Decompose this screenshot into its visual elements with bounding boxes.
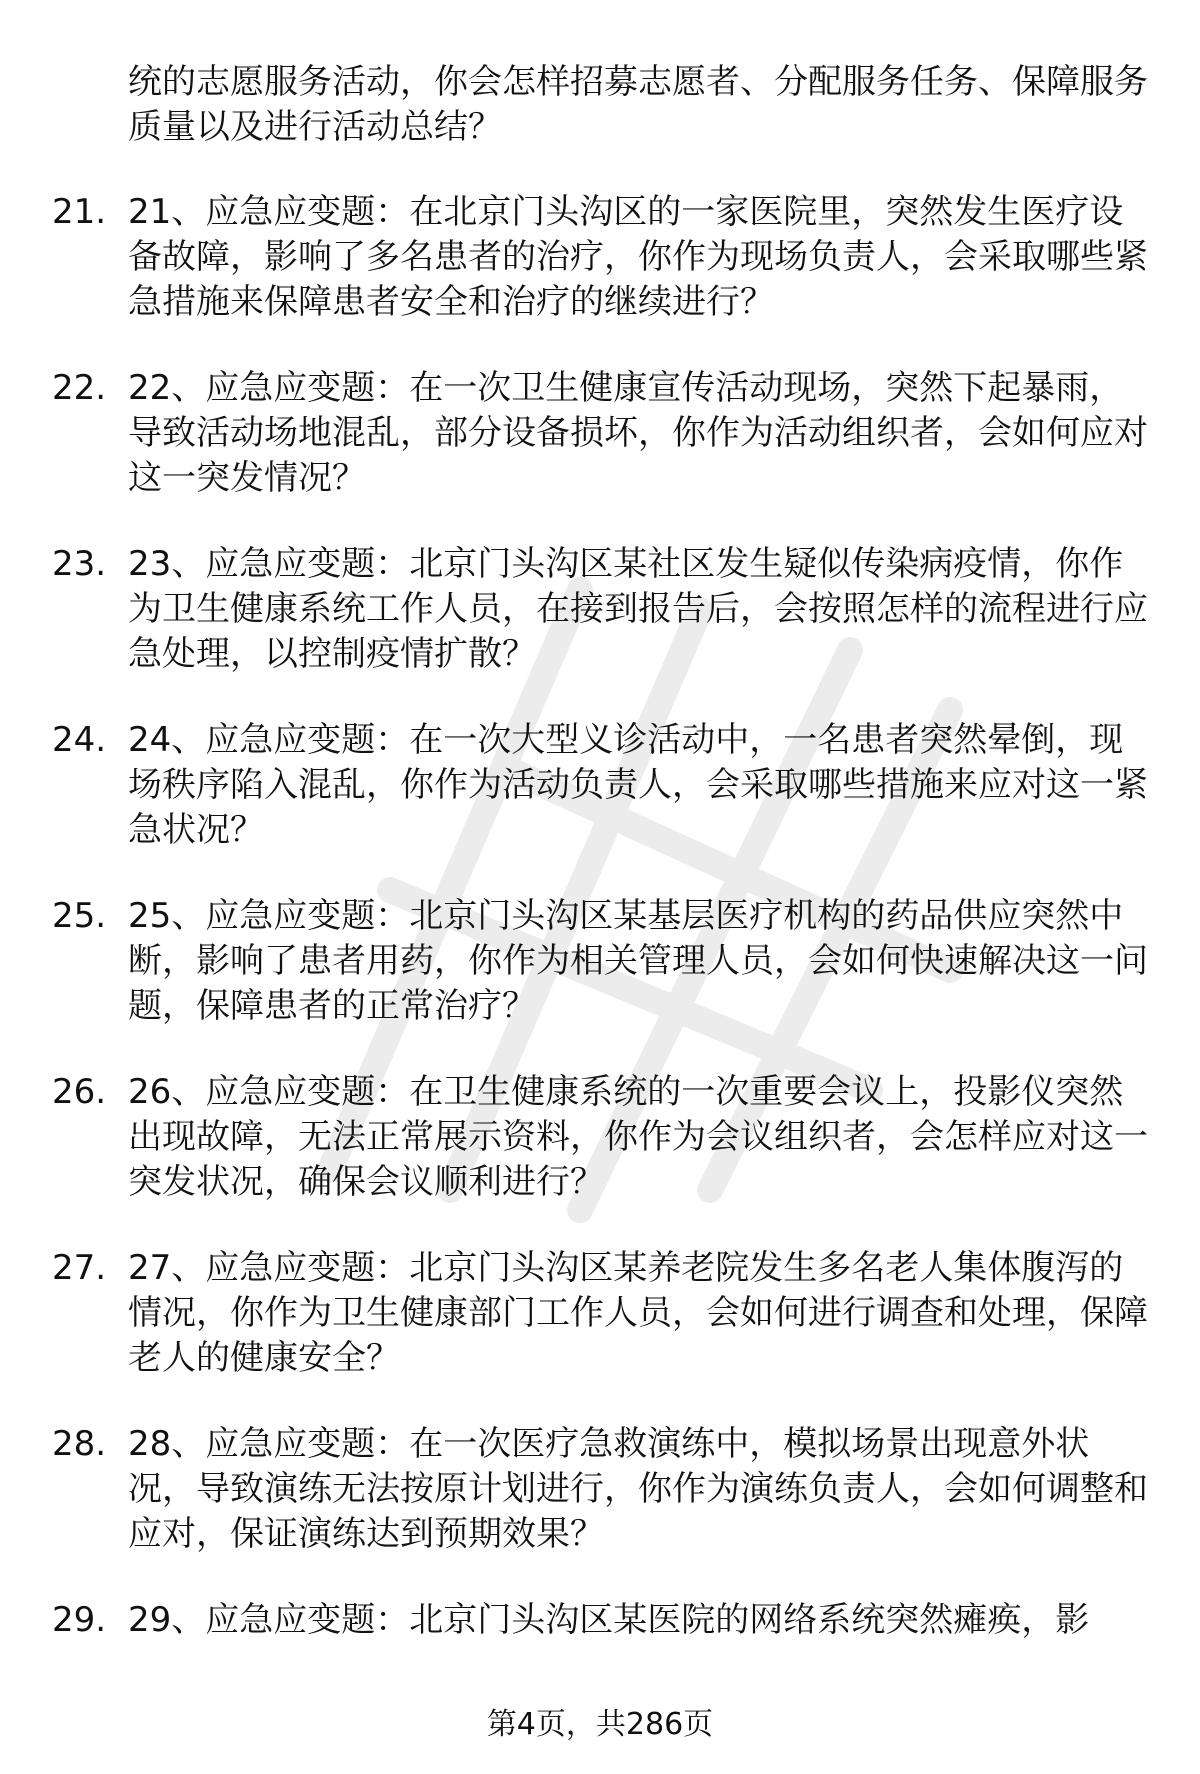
item-number: 25. [52,896,107,936]
continued-question-text: 统的志愿服务活动，你会怎样招募志愿者、分配服务任务、保障服务质量以及进行活动总结？ [128,62,1148,147]
list-item [0,1070,1200,1246]
item-number: 21. [52,192,107,232]
page-footer: 第4页，共286页 [486,1707,714,1742]
question-list [0,190,1200,1774]
item-number: 29. [52,1600,107,1640]
item-number: 22. [52,368,107,408]
item-text: 26、应急应变题：在卫生健康系统的一次重要会议上，投影仪突然出现故障，无法正常展示资料，你作为会议组织者，会怎样应对这一突发状况，确保会议顺利进行？ [128,1072,1148,1202]
item-number: 23. [52,544,107,584]
item-number: 24. [52,720,107,760]
item-text: 25、应急应变题：北京门头沟区某基层医疗机构的药品供应突然中断，影响了患者用药，你作为相关管理人员，会如何快速解决这一问题，保障患者的正常治疗？ [128,896,1148,1026]
item-number: 26. [52,1072,107,1112]
item-text: 21、应急应变题：在北京门头沟区的一家医院里，突然发生医疗设备故障，影响了多名患者的治疗，你作为现场负责人，会采取哪些紧急措施来保障患者安全和治疗的继续进行？ [128,192,1148,322]
list-item [0,1246,1200,1422]
item-text: 29、应急应变题：北京门头沟区某医院的网络系统突然瘫痪，影 [128,1600,1090,1640]
list-item [0,542,1200,718]
item-text: 22、应急应变题：在一次卫生健康宣传活动现场，突然下起暴雨，导致活动场地混乱，部分设备损坏，你作为活动组织者，会如何应对这一突发情况？ [128,368,1148,498]
list-item [0,1422,1200,1598]
list-item [0,190,1200,366]
item-number: 27. [52,1248,107,1288]
item-text: 24、应急应变题：在一次大型义诊活动中，一名患者突然晕倒，现场秩序陷入混乱，你作为活动负责人，会采取哪些措施来应对这一紧急状况？ [128,720,1148,850]
list-item [0,894,1200,1070]
item-text: 28、应急应变题：在一次医疗急救演练中，模拟场景出现意外状况，导致演练无法按原计划进行，你作为演练负责人，会如何调整和应对，保证演练达到预期效果？ [128,1424,1148,1554]
item-text: 23、应急应变题：北京门头沟区某社区发生疑似传染病疫情，你作为卫生健康系统工作人员，在接到报告后，会按照怎样的流程进行应急处理，以控制疫情扩散？ [128,544,1148,674]
list-item [0,1598,1200,1774]
item-text: 27、应急应变题：北京门头沟区某养老院发生多名老人集体腹泻的情况，你作为卫生健康部门工作人员，会如何进行调查和处理，保障老人的健康安全？ [128,1248,1148,1378]
item-number: 28. [52,1424,107,1464]
list-item [0,718,1200,894]
list-item [0,366,1200,542]
